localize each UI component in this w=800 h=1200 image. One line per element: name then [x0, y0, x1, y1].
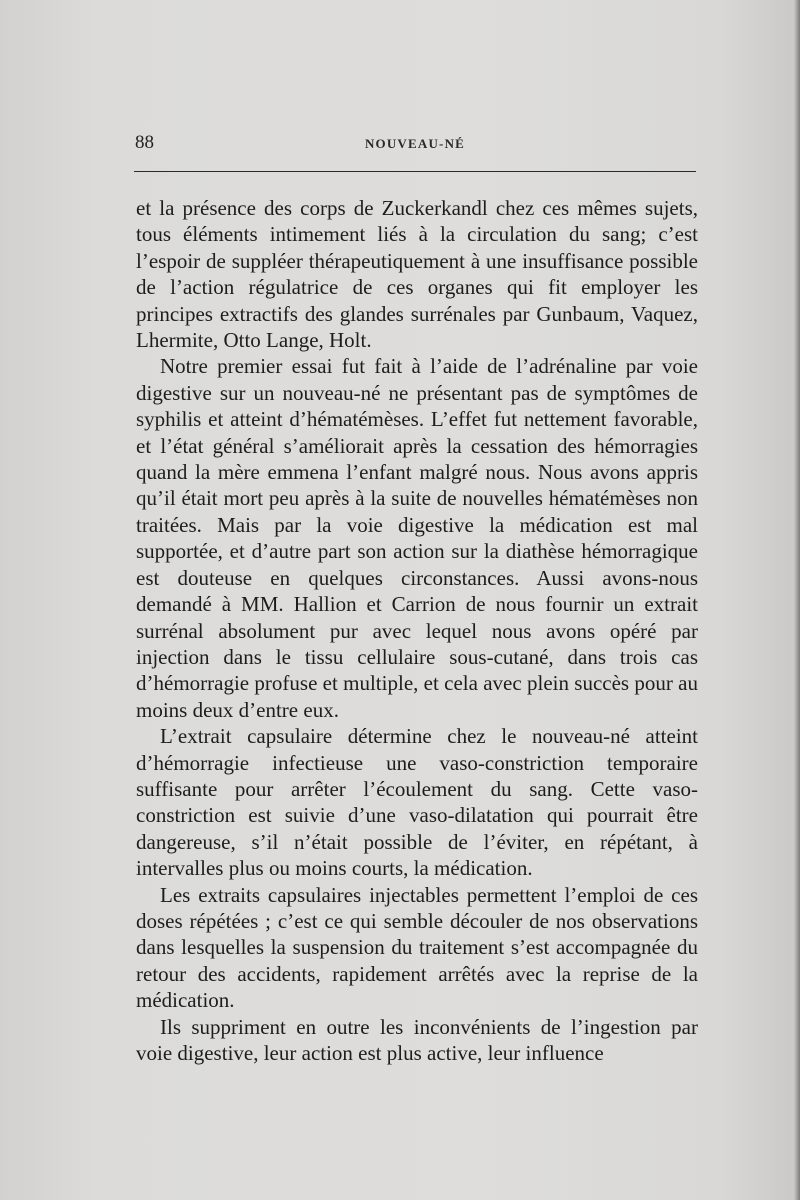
- paragraph-4: Les extraits capsulaires injectables permettent l’emploi de ces doses répétées ; c’est ce qui semble découler de nos observations dans lesquelles la suspension du traitement s’est accompagnée du retour des accidents, rapidement arrêtés avec la reprise de la médication.: [136, 882, 698, 1013]
- running-title: NOUVEAU-NÉ: [364, 136, 466, 151]
- paragraph-3: L’extrait capsulaire détermine chez le nouveau-né atteint d’hémorragie infectieuse une vaso-constriction temporaire suffisante pour arrêter l’écoulement du sang. Cette vasoconstriction est suivie d’une vaso-dilatation qui pourrait être dangereuse, s’il n’était possible de l’éviter, en répétant, à intervalles plus ou moins courts, la médication.: [136, 724, 698, 881]
- body-text: [136, 195, 698, 1066]
- page-gutter-shadow: [794, 0, 800, 1200]
- page-header: [135, 132, 695, 158]
- paragraph-2: Notre premier essai fut fait à l’aide de l’adrénaline par voie digestive sur un nouveau-né ne présentant pas de symptômes de syphilis et atteint d’hématémèses. L’effet fut nettement favorable, et l’état général s’améliorait après la cessation des hémorragies quand la mère emmena l’enfant malgré nous. Nous avons appris qu’il était mort peu après à la suite de nouvelles hématémèses non traitées. Mais par la voie digestive la médication est mal supportée, et d’autre part son action sur la diathèse hémorragique est douteuse en quelques circonstances. Aussi avons-nous demandé à MM. Hallion et Carrion de nous fournir un extrait surrénal absolument pur avec lequel nous avons opéré par injection dans le tissu cellulaire sous-cutané, dans trois cas d’hémorragie profuse et multiple, et cela avec plein succès pour au moins deux d’entre eux.: [136, 354, 698, 722]
- header-rule: [134, 171, 696, 172]
- page-number: 88: [135, 132, 154, 153]
- paragraph-1: et la présence des corps de Zuckerkandl chez ces mêmes sujets, tous éléments intimement liés à la circulation du sang; c’est l’espoir de suppléer thérapeutiquement à une insuffisance possible de l’action régulatrice de ces organes qui fit employer les principes extractifs des glandes surrénales par Gunbaum, Vaquez, Lhermite, Otto Lange, Holt.: [136, 196, 698, 353]
- paragraph-5: Ils suppriment en outre les inconvénients de l’ingestion par voie digestive, leur action est plus active, leur influence: [136, 1014, 698, 1065]
